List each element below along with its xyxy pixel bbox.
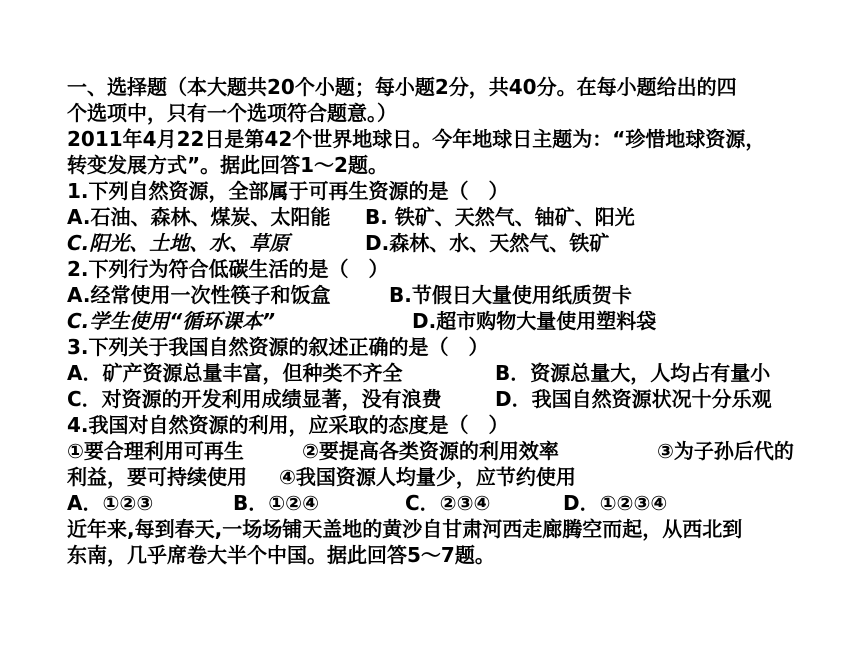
text-segment: 3.下列关于我国自然资源的叙述正确的是（ ） — [67, 335, 489, 359]
option-a: A.经常使用一次性筷子和饭盒 — [67, 283, 331, 307]
statement-4: ④我国资源人均量少，应节约使用 — [279, 465, 576, 489]
option-c: C.学生使用“循环课本” — [67, 309, 276, 333]
text-segment: 2011年4月22日是第42个世界地球日。今年地球日主题为：“珍惜地球资源， — [67, 127, 766, 151]
option-a: A．①②③ — [67, 491, 154, 515]
question-2-stem — [67, 256, 807, 282]
context-line-3 — [67, 516, 807, 542]
question-3-stem — [67, 334, 807, 360]
question-1-options-ab — [67, 204, 807, 230]
option-a: A.石油、森林、煤炭、太阳能 — [67, 205, 331, 229]
question-4-options — [67, 490, 807, 516]
statement-3: ③为子孙后代的 — [657, 439, 794, 463]
question-3-options-cd — [67, 386, 807, 412]
option-c: C.阳光、土地、水、草原 — [67, 231, 290, 255]
statement-1: ①要合理利用可再生 — [67, 439, 244, 463]
option-b: B．①②④ — [233, 491, 320, 515]
option-b: B.节假日大量使用纸质贺卡 — [389, 283, 632, 307]
option-b: B．资源总量大，人均占有量小 — [495, 361, 771, 385]
question-4-statements-line-1 — [67, 438, 807, 464]
question-2-options-cd — [67, 308, 807, 334]
context-line-4 — [67, 542, 807, 568]
option-c: C．②③④ — [405, 491, 491, 515]
statement-3-cont: 利益，要可持续使用 — [67, 465, 247, 489]
text-segment: 2.下列行为符合低碳生活的是（ ） — [67, 257, 389, 281]
text-segment: 4.我国对自然资源的利用，应采取的态度是（ ） — [67, 413, 509, 437]
option-d: D.超市购物大量使用塑料袋 — [412, 309, 657, 333]
text-segment: 转变发展方式”。据此回答1～2题。 — [67, 153, 388, 177]
question-2-options-ab — [67, 282, 807, 308]
option-d: D.森林、水、天然气、铁矿 — [365, 231, 610, 255]
text-segment: 东南，几乎席卷大半个中国。据此回答5～7题。 — [67, 543, 495, 567]
text-segment: 一、选择题（本大题共20个小题；每小题2分，共40分。在每小题给出的四 — [67, 75, 737, 99]
text-segment: 近年来,每到春天,一场场铺天盖地的黄沙自甘肃河西走廊腾空而起，从西北到 — [67, 517, 743, 541]
question-1-stem — [67, 178, 807, 204]
text-segment: 1.下列自然资源，全部属于可再生资源的是（ ） — [67, 179, 509, 203]
text-segment: 个选项中，只有一个选项符合题意。） — [67, 101, 397, 125]
question-4-stem — [67, 412, 807, 438]
option-b: B. 铁矿、天然气、铀矿、阳光 — [365, 205, 635, 229]
context-line-2 — [67, 152, 807, 178]
section-heading-line-2 — [67, 100, 807, 126]
option-d: D．我国自然资源状况十分乐观 — [495, 387, 772, 411]
question-4-statements-line-2 — [67, 464, 807, 490]
section-heading-line-1 — [67, 74, 807, 100]
option-d: D．①②③④ — [563, 491, 668, 515]
question-3-options-ab — [67, 360, 807, 386]
option-a: A．矿产资源总量丰富，但种类不齐全 — [67, 361, 403, 385]
context-line-1 — [67, 126, 807, 152]
exam-text-block — [67, 74, 807, 568]
option-c: C．对资源的开发利用成绩显著，没有浪费 — [67, 387, 442, 411]
question-1-options-cd — [67, 230, 807, 256]
statement-2: ②要提高各类资源的利用效率 — [302, 439, 559, 463]
